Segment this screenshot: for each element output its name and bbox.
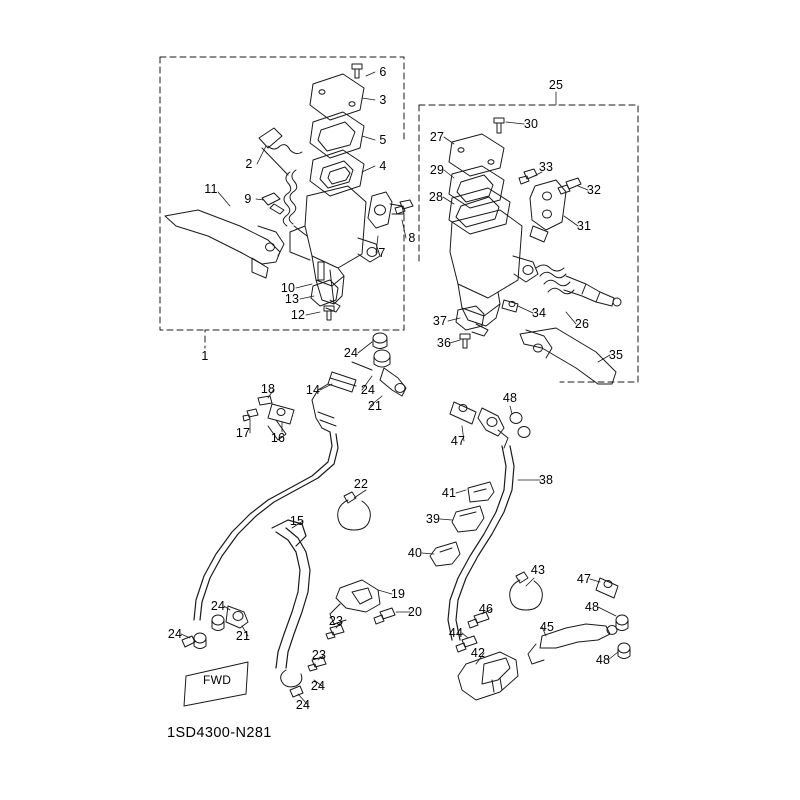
callout-number: 48 <box>584 599 600 614</box>
part-6-bolt <box>352 64 362 78</box>
callout-number: 14 <box>305 382 321 397</box>
callout-number: 31 <box>576 218 592 233</box>
callout-number: 44 <box>448 625 464 640</box>
part-10-screw <box>318 262 324 280</box>
callout-number: 48 <box>595 652 611 667</box>
part-40-clip <box>430 542 460 566</box>
callout-number: 23 <box>311 647 327 662</box>
brake-hose-centre <box>272 520 310 668</box>
part-41-clip <box>468 482 494 502</box>
callout-number: 28 <box>428 189 444 204</box>
callout-number: 47 <box>450 433 466 448</box>
part-27-cap <box>449 134 504 176</box>
callout-number: 48 <box>502 390 518 405</box>
part-47-48-lower-right <box>596 578 630 659</box>
part-9-bolt <box>262 193 284 214</box>
callout-number: 9 <box>244 191 252 206</box>
part-24-union-centre <box>312 333 406 432</box>
callout-number: 15 <box>289 513 305 528</box>
callout-number: 24 <box>210 598 226 613</box>
callout-number: 34 <box>531 305 547 320</box>
brake-hose-left <box>194 432 338 620</box>
callout-number: 6 <box>379 64 387 79</box>
callout-number: 2 <box>245 156 253 171</box>
callout-number: 40 <box>407 545 423 560</box>
callout-number: 5 <box>379 132 387 147</box>
callout-number: 13 <box>284 291 300 306</box>
callout-number: 26 <box>574 316 590 331</box>
part-11-lever <box>165 210 284 278</box>
callout-number: 35 <box>608 347 624 362</box>
callout-number: 27 <box>429 129 445 144</box>
callout-number: 18 <box>260 381 276 396</box>
fwd-label: FWD <box>203 673 232 687</box>
callout-number: 11 <box>204 181 218 196</box>
part-13-switch <box>311 280 340 312</box>
part-12-screw <box>324 306 334 320</box>
part-17-screw <box>243 409 258 421</box>
part-35-lever <box>520 328 616 384</box>
callout-number: 24 <box>310 678 326 693</box>
callout-number: 23 <box>328 613 344 628</box>
callout-number: 42 <box>470 645 486 660</box>
callout-number: 3 <box>379 92 387 107</box>
callout-number: 1 <box>201 348 209 363</box>
callout-number: 36 <box>436 335 452 350</box>
callout-number: 7 <box>378 245 386 260</box>
callout-number: 25 <box>548 77 564 92</box>
part-2-pushrod <box>259 128 307 236</box>
callout-number: 30 <box>523 116 539 131</box>
callout-number: 16 <box>270 430 286 445</box>
part-20-bolt <box>374 608 395 624</box>
callout-number: 8 <box>408 230 416 245</box>
callout-number: 39 <box>425 511 441 526</box>
part-31-bracket <box>530 180 566 242</box>
callout-number: 22 <box>353 476 369 491</box>
callout-number: 37 <box>432 313 448 328</box>
part-30-bolt <box>494 118 504 133</box>
callout-number: 47 <box>576 571 592 586</box>
callout-number: 33 <box>538 159 554 174</box>
part-3-cap <box>310 74 364 120</box>
callout-number: 21 <box>235 628 251 643</box>
callout-number: 4 <box>379 158 387 173</box>
callout-number: 24 <box>360 382 376 397</box>
callout-number: 21 <box>367 398 383 413</box>
callout-number: 24 <box>343 345 359 360</box>
part-8-bolt <box>395 200 413 214</box>
group-box-1 <box>160 57 404 348</box>
part-33-bolt <box>519 169 537 184</box>
callout-number: 32 <box>586 182 602 197</box>
callout-number: 46 <box>478 601 494 616</box>
callout-number: 19 <box>390 586 406 601</box>
part-43-clamp <box>510 572 543 610</box>
part-5-diaphragm <box>310 112 364 158</box>
part-18-bolt <box>258 396 272 405</box>
part-7-banjo <box>368 192 404 228</box>
part-code-label: 1SD4300-N281 <box>167 725 272 741</box>
callout-number: 43 <box>530 562 546 577</box>
callout-number: 38 <box>538 472 554 487</box>
part-36-screw <box>460 334 470 348</box>
callout-number: 45 <box>539 619 555 634</box>
callout-number: 17 <box>235 425 251 440</box>
part-34-pin <box>502 300 518 312</box>
callout-number: 12 <box>290 307 306 322</box>
callout-number: 20 <box>407 604 423 619</box>
part-29-diaphragm <box>449 166 504 208</box>
group-box-25 <box>419 105 638 382</box>
part-26-pushrod <box>536 265 621 306</box>
callout-number: 24 <box>167 626 183 641</box>
callout-number: 10 <box>280 280 296 295</box>
callout-number: 41 <box>441 485 457 500</box>
part-39-clip <box>452 506 484 532</box>
callout-number: 24 <box>295 697 311 712</box>
callout-number: 29 <box>429 162 445 177</box>
part-42-caliper-bracket <box>458 652 518 700</box>
